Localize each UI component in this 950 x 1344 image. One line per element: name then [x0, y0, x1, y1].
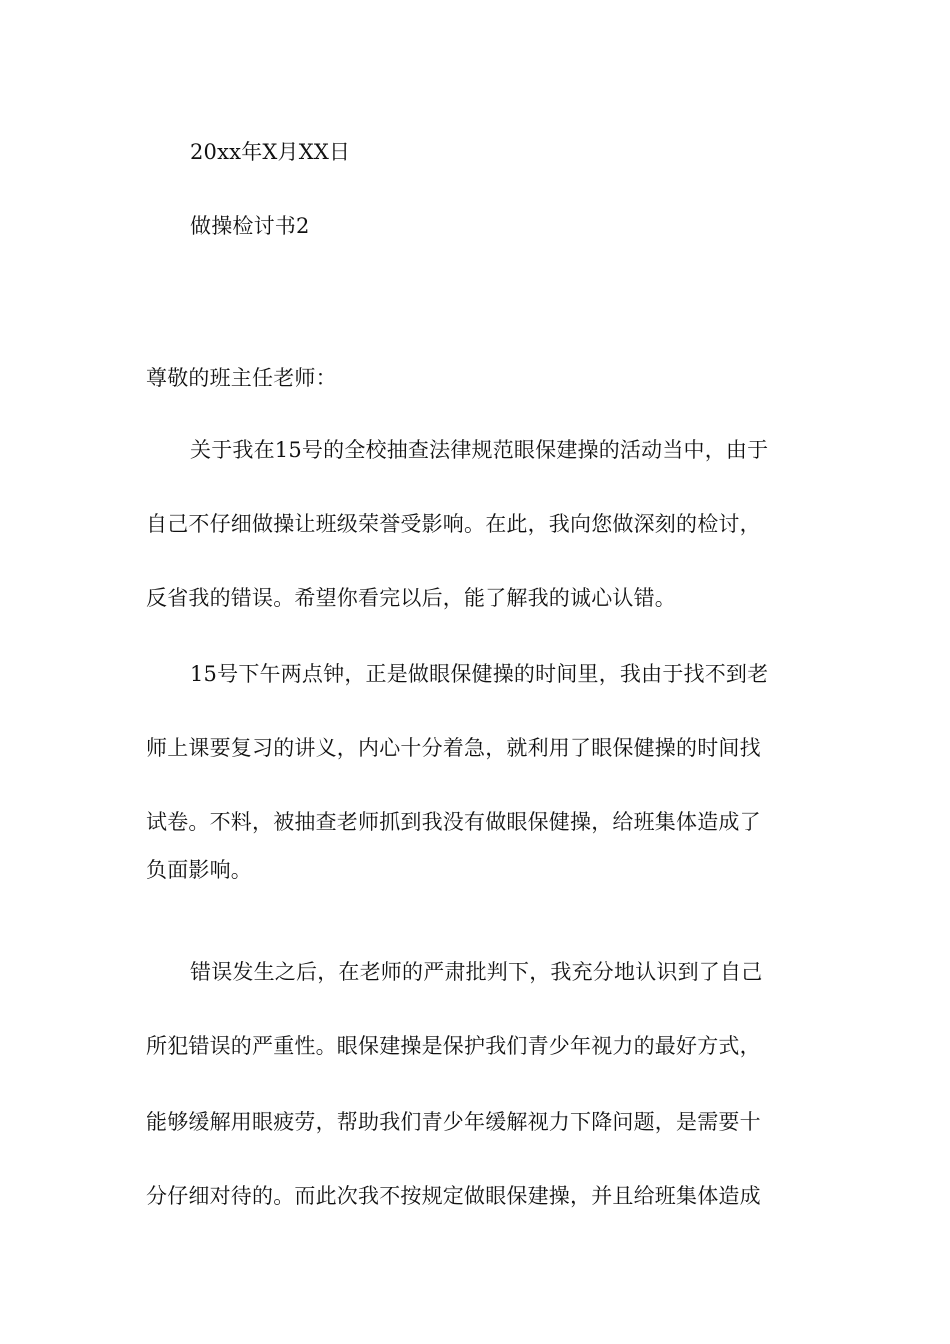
document-heading: 做操检讨书2 — [190, 214, 310, 238]
paragraph-line: 分仔细对待的。而此次我不按规定做眼保建操，并且给班集体造成 — [146, 1184, 761, 1208]
paragraph-line: 负面影响。 — [146, 858, 252, 882]
paragraph-line: 错误发生之后，在老师的严肃批判下，我充分地认识到了自己 — [190, 960, 763, 984]
paragraph-line: 反省我的错误。希望你看完以后，能了解我的诚心认错。 — [146, 586, 676, 610]
paragraph-line: 关于我在15号的全校抽查法律规范眼保建操的活动当中，由于 — [190, 438, 769, 462]
paragraph-line: 能够缓解用眼疲劳，帮助我们青少年缓解视力下降问题，是需要十 — [146, 1110, 761, 1134]
document-date: 20xx年X月XX日 — [190, 140, 351, 164]
paragraph-line: 试卷。不料，被抽查老师抓到我没有做眼保健操，给班集体造成了 — [146, 810, 761, 834]
paragraph-line: 师上课要复习的讲义，内心十分着急，就利用了眼保健操的时间找 — [146, 736, 761, 760]
paragraph-line: 所犯错误的严重性。眼保建操是保护我们青少年视力的最好方式， — [146, 1034, 761, 1058]
paragraph-line: 自己不仔细做操让班级荣誉受影响。在此，我向您做深刻的检讨， — [146, 512, 761, 536]
paragraph-line: 15号下午两点钟，正是做眼保健操的时间里，我由于找不到老 — [190, 662, 769, 686]
salutation: 尊敬的班主任老师： — [146, 366, 337, 390]
